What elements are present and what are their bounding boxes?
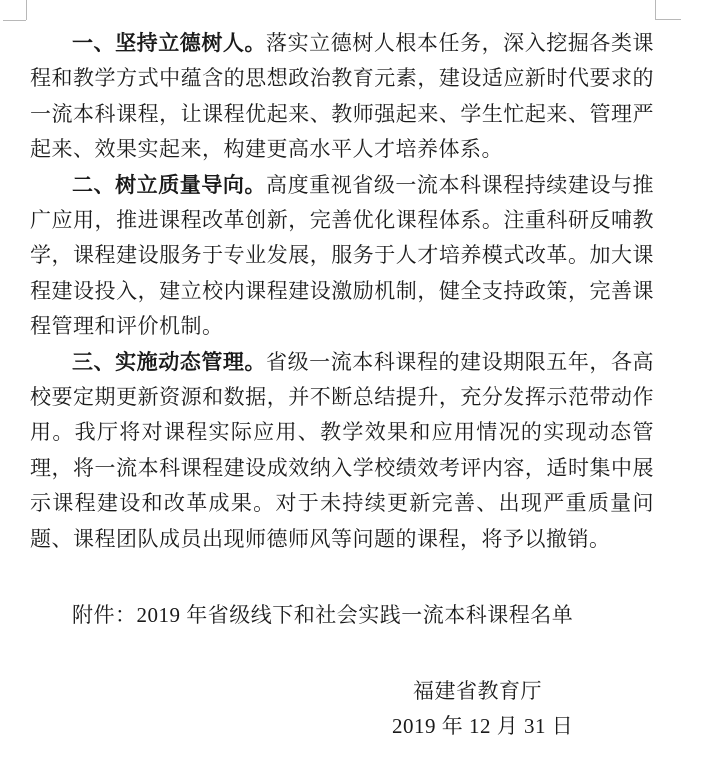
crop-mark-top-right-vertical (655, 0, 656, 19)
document-body (30, 26, 654, 744)
crop-mark-top-left-horizontal (3, 20, 26, 21)
signature-date: 2019 年 12 月 31 日 (392, 713, 574, 738)
paragraph-3-heading: 三、实施动态管理。 (72, 350, 267, 374)
paragraph-2 (30, 168, 654, 345)
paragraph-1-heading: 一、坚持立德树人。 (72, 32, 267, 55)
paragraph-1-text: 落实立德树人根本任务，深入挖掘各类课程和教学方式中蕴含的思想政治教育元素，建设适应新时代要求的一流本科课程，让课程优起来、教师强起来、学生忙起来、管理严起来、效果实起来，构建更高水平人才培养体系。 (30, 31, 655, 162)
paragraph-3-text: 省级一流本科课程的建设期限五年，各高校要定期更新资源和数据，并不断总结提升，充分发挥示范带动作用。我厅将对课程实际应用、教学效果和应用情况的实现动态管理，将一流本科课程建设成效纳入学校绩效考评内容，适时集中展示课程建设和改革成果。对于未持续更新完善、出现严重质量问题、课程团队成员出现师德师风等问题的课程，将予以撤销。 (30, 349, 655, 551)
signature-block (392, 674, 574, 745)
paragraph-2-heading: 二、树立质量导向。 (72, 173, 267, 197)
paragraph-2-text: 高度重视省级一流本科课程持续建设与推广应用，推进课程改革创新，完善优化课程体系。注重科研反哺教学，课程建设服务于专业发展，服务于人才培养模式改革。加大课程建设投入，建立校内课程建设激励机制，健全支持政策，完善课程管理和评价机制。 (30, 172, 655, 339)
crop-mark-top-right-horizontal (655, 19, 681, 20)
attachment-line: 附件：2019 年省级线下和社会实践一流本科课程名单 (72, 603, 574, 628)
signature-issuer: 福建省教育厅 (413, 678, 542, 703)
paragraph-1 (30, 26, 654, 168)
paragraph-3 (30, 345, 654, 557)
crop-mark-top-left-vertical (26, 0, 27, 20)
